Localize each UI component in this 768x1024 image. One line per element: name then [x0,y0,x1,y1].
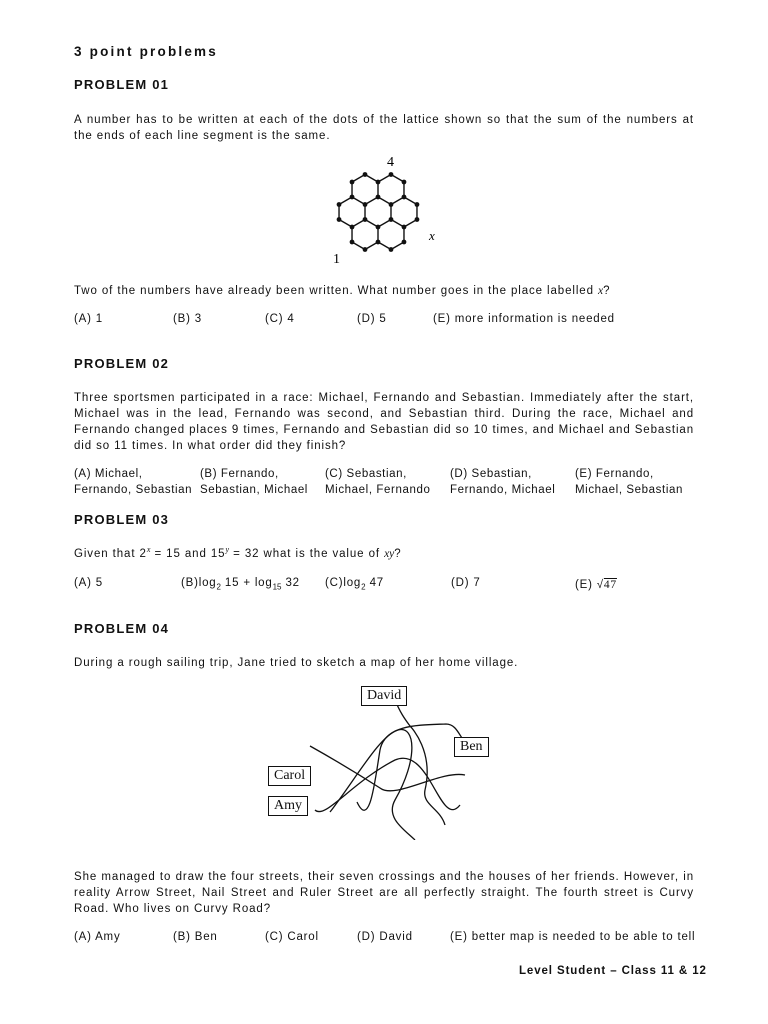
problem-03-title: PROBLEM 03 [74,512,170,527]
p3-option-d[interactable]: (D) 7 [451,577,481,589]
lattice-dot [402,240,407,245]
lattice-dot [402,195,407,200]
lattice-dot [337,202,342,207]
lattice-dot [376,225,381,230]
p2-option-c[interactable]: (C) Sebastian, Michael, Fernando [325,468,431,496]
p2-option-b[interactable]: (B) Fernando, Sebastian, Michael [200,468,308,496]
problem-04-question: She managed to draw the four streets, their seven crossings and the houses of her friends. However, in reality Arrow Street, Nail Street and Ruler Street are all perfectly straight. The fourth street is Curvy Road. Who lives on Curvy Road? [74,871,694,915]
lattice-dot [389,247,394,252]
lattice-dot [415,217,420,222]
p1-option-b[interactable]: (B) 3 [173,313,202,325]
lattice-dot [337,217,342,222]
p1-option-d[interactable]: (D) 5 [357,313,387,325]
lattice-dots [337,172,420,252]
sqrt-symbol: √ [596,579,604,591]
problem-01-title: PROBLEM 01 [74,77,170,92]
problem-04-text: During a rough sailing trip, Jane tried to sketch a map of her home village. [74,657,519,669]
house-label-david: David [361,686,407,706]
lattice-dot [363,217,368,222]
p2-option-e[interactable]: (E) Fernando, Michael, Sebastian [575,468,683,496]
street-curve-2 [330,730,415,840]
problem-02-title: PROBLEM 02 [74,356,170,371]
p4-option-b[interactable]: (B) Ben [173,931,218,943]
lattice-dot [376,195,381,200]
lattice-label-x: x [429,228,435,243]
lattice-label-bottom: 1 [333,252,340,267]
problem-02-text: Three sportsmen participated in a race: Michael, Fernando and Sebastian. Immediately after the start, Michael was in the lead, Fernando was second, and Sebastian third. During the race, Michael and Fernando changed places 9 times, Fernando and Sebastian did so 10 times, and Michael and Sebastian did so 11 times. In what order did they finish? [74,392,694,452]
lattice-dot [350,195,355,200]
lattice-dot [402,225,407,230]
p3-option-a[interactable]: (A) 5 [74,577,103,589]
p3-option-b[interactable]: $(B)\log_2$ $15 + \log_{15} 32$ [181,577,300,592]
p4-option-c[interactable]: (C) Carol [265,931,319,943]
problem-03-question: Given that $2^x = 15$ and $15^y = 32$ what is the value of xy? [74,545,402,560]
p1-option-e[interactable]: (E) more information is needed [433,313,615,325]
lattice-dot [415,202,420,207]
p4-option-d[interactable]: (D) David [357,931,413,943]
p2-option-d[interactable]: (D) Sebastian, Fernando, Michael [450,468,556,496]
p4-option-a[interactable]: (A) Amy [74,931,121,943]
lattice-edges [339,175,417,250]
p3-option-c[interactable]: $(C)\log_2$ 47 [325,577,384,592]
problem-01-text: A number has to be written at each of the dots of the lattice shown so that the sum of the numbers at the ends of each line segment is the same. [74,114,694,142]
village-map-sketch [300,700,500,840]
footer-level: Level Student – Class 11 & 12 [519,965,707,977]
section-title: 3 point problems [74,44,218,59]
lattice-dot [363,202,368,207]
lattice-dot [350,240,355,245]
street-curve-1 [310,746,465,791]
house-label-carol: Carol [268,766,311,786]
lattice-dot [363,247,368,252]
lattice-dot [389,202,394,207]
problem-04-title: PROBLEM 04 [74,621,170,636]
hexagon-lattice-diagram [320,152,450,272]
p2-option-a[interactable]: (A) Michael, Fernando, Sebastian [74,468,193,496]
lattice-dot [376,180,381,185]
lattice-label-top: 4 [387,155,394,170]
lattice-dot [389,172,394,177]
p3-option-e[interactable]: (E) √47 [575,579,617,591]
lattice-dot [350,225,355,230]
p1-option-a[interactable]: (A) 1 [74,313,103,325]
lattice-dot [363,172,368,177]
lattice-dot [376,240,381,245]
p4-option-e[interactable]: (E) better map is needed to be able to tell [450,931,696,943]
problem-01-question: Two of the numbers have already been written. What number goes in the place labelled x? [74,285,611,297]
lattice-dot [350,180,355,185]
lattice-dot [402,180,407,185]
house-label-ben: Ben [454,737,489,757]
p1-option-c[interactable]: (C) 4 [265,313,295,325]
house-label-amy: Amy [268,796,308,816]
lattice-dot [389,217,394,222]
street-curve-5 [395,700,445,825]
